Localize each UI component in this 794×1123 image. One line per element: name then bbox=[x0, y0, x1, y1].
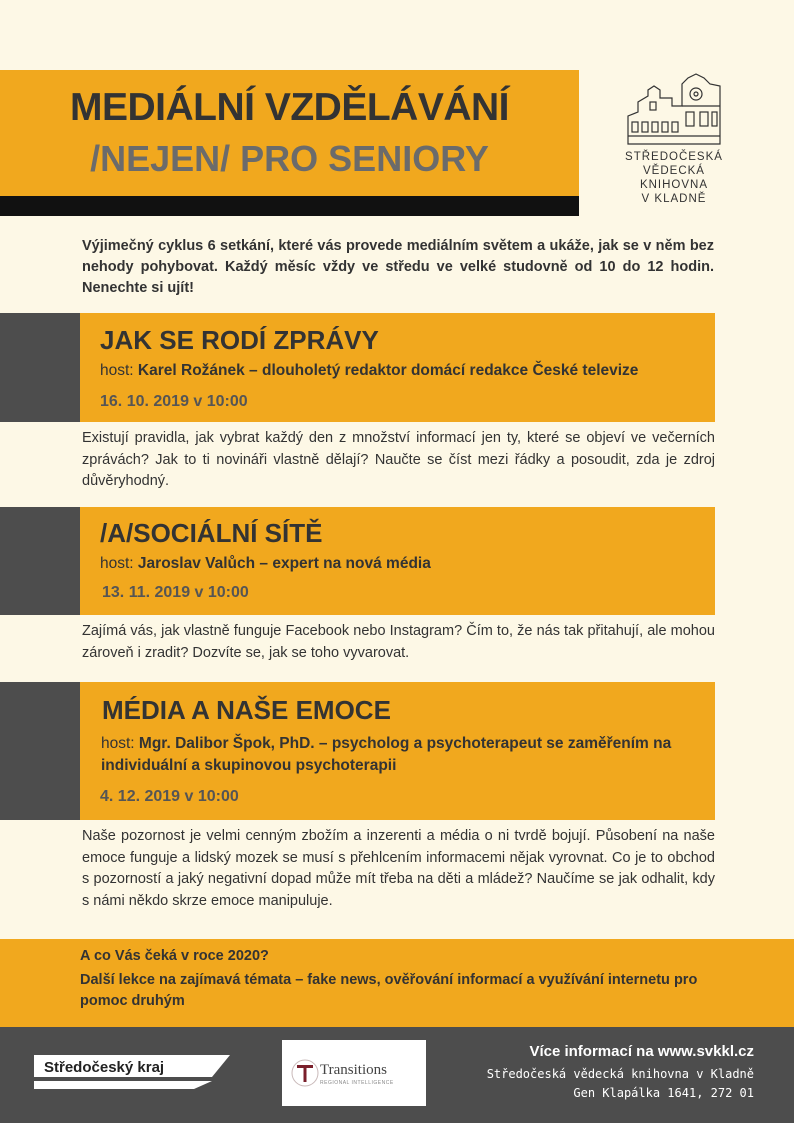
more-info-link[interactable]: Více informací na www.svkkl.cz bbox=[529, 1043, 754, 1060]
event-description: Zajímá vás, jak vlastně funguje Facebook nebo Instagram? Čím to, že nás tak přitahují, ale mohou zároveň i zradit? Dozvíte se, jak se toho vyvarovat. bbox=[82, 623, 715, 661]
library-logo bbox=[620, 72, 728, 205]
kraj-label: Středočeský kraj bbox=[44, 1059, 165, 1076]
event-description: Naše pozornost je velmi cenným zbožím a inzerenti a média o ni tvrdě bojují. Působení na naše emoce funguje a lidský mozek se musí s přehlcením informacemi nějak vyrovnat. Co je to obchod s pozorností a jaký negativní dopad může mít třeba na děti a mládež? Naučíme se jak odhalit, kdy s námi někdo skrze emoce manipuluje. bbox=[82, 828, 715, 909]
logo-line: V KLADNĚ bbox=[641, 193, 707, 205]
outlook-text: Další lekce na zajímavá témata – fake news, ověřování informací a využívání internetu pro pomoc druhým bbox=[80, 972, 698, 1009]
event-title: /A/SOCIÁLNÍ SÍTĚ bbox=[100, 518, 323, 548]
logo-line: VĚDECKÁ bbox=[643, 165, 705, 177]
logo-line: KNIHOVNA bbox=[639, 179, 709, 191]
transitions-t-icon bbox=[290, 1058, 320, 1088]
event-title: MÉDIA A NAŠE EMOCE bbox=[102, 695, 391, 725]
event-side-bar bbox=[0, 313, 80, 422]
event-date: 4. 12. 2019 v 10:00 bbox=[100, 788, 239, 805]
partner-subtitle: REGIONAL INTELLIGENCE bbox=[320, 1080, 394, 1086]
host-name: Jaroslav Valůch – expert na nová média bbox=[137, 555, 431, 572]
event-date: 13. 11. 2019 v 10:00 bbox=[102, 584, 249, 601]
footer bbox=[0, 1027, 794, 1123]
partner-logo bbox=[282, 1040, 426, 1106]
address-line: Středočeská vědecká knihovna v Kladně bbox=[486, 1067, 754, 1081]
title-underline-bar bbox=[0, 196, 579, 216]
event-host bbox=[101, 733, 701, 777]
page-subtitle: /NEJEN/ PRO SENIORY bbox=[90, 138, 489, 179]
page-title: MEDIÁLNÍ VZDĚLÁVÁNÍ bbox=[70, 86, 509, 129]
logo-text bbox=[620, 150, 728, 206]
event-box-3 bbox=[80, 682, 715, 820]
host-label: host: bbox=[100, 555, 134, 572]
event-box-2 bbox=[80, 507, 715, 615]
host-label: host: bbox=[101, 735, 135, 752]
intro-text: Výjimečný cyklus 6 setkání, které vás provede mediálním světem a ukáže, jak se v něm bez nehody pohybovat. Každý měsíc vždy ve středu ve velké studovně od 10 do 12 hodin. Nenechte si ujít! bbox=[82, 238, 714, 296]
address-line: Gen Klapálka 1641, 272 01 bbox=[573, 1086, 754, 1100]
host-name: Mgr. Dalibor Špok, PhD. – psycholog a psychoterapeut se zaměřením na individuální a skupinovou psychoterapii bbox=[101, 735, 672, 774]
host-name: Karel Rožánek – dlouholetý redaktor domácí redakce České televize bbox=[137, 362, 639, 379]
partner-name: Transitions bbox=[320, 1062, 387, 1078]
event-side-bar bbox=[0, 507, 80, 615]
event-date: 16. 10. 2019 v 10:00 bbox=[100, 393, 248, 410]
event-title: JAK SE RODÍ ZPRÁVY bbox=[100, 325, 379, 355]
host-label: host: bbox=[100, 362, 134, 379]
outlook-question: A co Vás čeká v roce 2020? bbox=[80, 948, 269, 964]
title-block bbox=[0, 70, 579, 196]
kraj-logo bbox=[34, 1055, 234, 1097]
event-side-bar bbox=[0, 682, 80, 820]
outlook-banner bbox=[0, 939, 794, 1027]
library-building-icon bbox=[624, 72, 724, 148]
logo-line: STŘEDOČESKÁ bbox=[625, 151, 723, 163]
event-box-1 bbox=[80, 313, 715, 422]
event-description: Existují pravidla, jak vybrat každý den z množství informací jen ty, které se objeví ve večerních zprávách? Jak to ti novináři vlastně dělají? Naučte se číst mezi řádky a posoudit, zda je zdroj důvěryhodný. bbox=[82, 430, 715, 489]
event-host bbox=[100, 360, 700, 382]
event-host bbox=[100, 553, 700, 575]
